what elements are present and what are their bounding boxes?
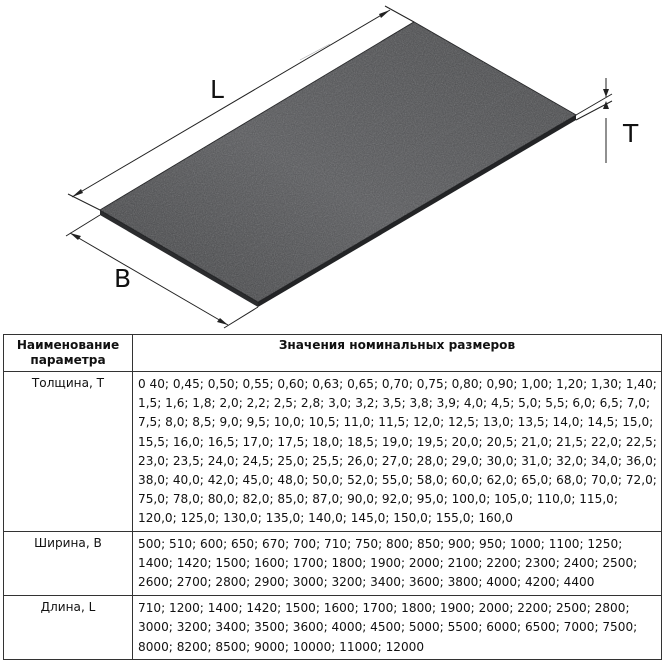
table-row-thickness [4,372,662,532]
row-name-thickness: Толщина, T [4,372,133,532]
sheet-texture [100,22,576,302]
row-values-length: 710; 1200; 1400; 1420; 1500; 1600; 1700; 1800; 1900; 2000; 2200; 2500; 2800; 3000; 3200; 3400; 3500; 3600; 4000; 4500; 5000; 5500; 6000; 6500; 7000; 7500; 8000; 8200; 8500; 9000; 10000; 11000; 12000 [133,595,662,659]
dimensions-table [3,334,662,660]
table-header-row [4,335,662,372]
thickness-label: T [623,119,639,148]
row-name-width: Ширина, B [4,531,133,595]
row-values-thickness: 0 40; 0,45; 0,50; 0,55; 0,60; 0,63; 0,65; 0,70; 0,75; 0,80; 0,90; 1,00; 1,20; 1,30; 1,40; 1,5; 1,6; 1,8; 2,0; 2,2; 2,5; 2,8; 3,0; 3,2; 3,5; 3,8; 3,9; 4,0; 4,5; 5,0; 5,5; 6,0; 6,5; 7,0; 7,5; 8,0; 8,5; 9,0; 9,5; 10,0; 10,5; 11,0; 11,5; 12,0; 12,5; 13,0; 13,5; 14,0; 14,5; 15,0; 15,5; 16,0; 16,5; 17,0; 17,5; 18,0; 18,5; 19,0; 19,5; 20,0; 20,5; 21,0; 21,5; 22,0; 22,5; 23,0; 23,5; 24,0; 24,5; 25,0; 25,5; 26,0; 27,0; 28,0; 29,0; 30,0; 31,0; 32,0; 34,0; 36,0; 38,0; 40,0; 42,0; 45,0; 48,0; 50,0; 52,0; 55,0; 58,0; 60,0; 62,0; 65,0; 68,0; 70,0; 72,0; 75,0; 78,0; 80,0; 82,0; 85,0; 87,0; 90,0; 92,0; 95,0; 100,0; 105,0; 110,0; 115,0; 120,0; 125,0; 130,0; 135,0; 140,0; 145,0; 150,0; 155,0; 160,0 [133,372,662,532]
row-values-width: 500; 510; 600; 650; 670; 700; 710; 750; 800; 850; 900; 950; 1000; 1100; 1250; 1400; 1420; 1500; 1600; 1700; 1800; 1900; 2000; 2100; 2200; 2300; 2400; 2500; 2600; 2700; 2800; 2900; 3000; 3200; 3400; 3600; 3800; 4000; 4200; 4400 [133,531,662,595]
param-column-header: Наименование параметра [4,335,133,372]
row-name-length: Длина, L [4,595,133,659]
thickness-dimension [576,78,612,163]
length-label: L [210,75,224,104]
table-row-length [4,595,662,659]
table-row-width [4,531,662,595]
width-label: B [114,264,132,293]
values-column-header: Значения номинальных размеров [133,335,662,372]
